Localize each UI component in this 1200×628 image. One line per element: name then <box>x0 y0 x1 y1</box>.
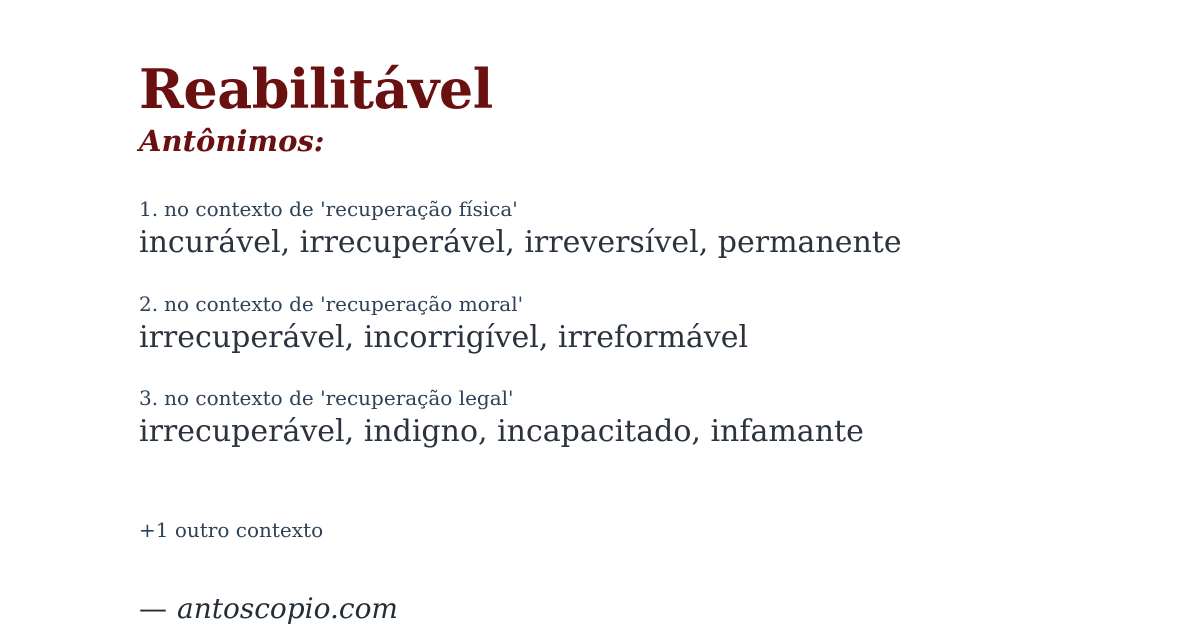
antonyms-line: irrecuperável, indigno, incapacitado, infamante <box>139 414 864 450</box>
context-number: 2. <box>139 291 159 316</box>
more-contexts-link[interactable]: +1 outro contexto <box>139 517 324 542</box>
context-number: 1. <box>139 197 159 222</box>
context-block-1 <box>139 198 1140 261</box>
context-label <box>139 293 1140 316</box>
context-block-2 <box>139 293 1140 356</box>
context-description: no contexto de 'recuperação legal' <box>164 386 514 411</box>
context-label <box>139 387 1140 410</box>
attribution-dash: — <box>139 591 167 625</box>
contexts-list <box>139 198 1140 450</box>
antonyms-line: irrecuperável, incorrigível, irreformável <box>139 319 749 355</box>
antonyms-heading: Antônimos: <box>139 124 325 159</box>
antonyms-line: incurável, irrecuperável, irreversível, permanente <box>139 225 902 261</box>
context-block-3 <box>139 387 1140 450</box>
context-number: 3. <box>139 386 159 411</box>
source-site-link[interactable]: antoscopio.com <box>177 591 398 625</box>
context-description: no contexto de 'recuperação física' <box>164 197 518 222</box>
page-title: Reabilitável <box>139 57 493 121</box>
context-description: no contexto de 'recuperação moral' <box>164 291 524 316</box>
attribution <box>139 592 1140 625</box>
context-label <box>139 198 1140 221</box>
